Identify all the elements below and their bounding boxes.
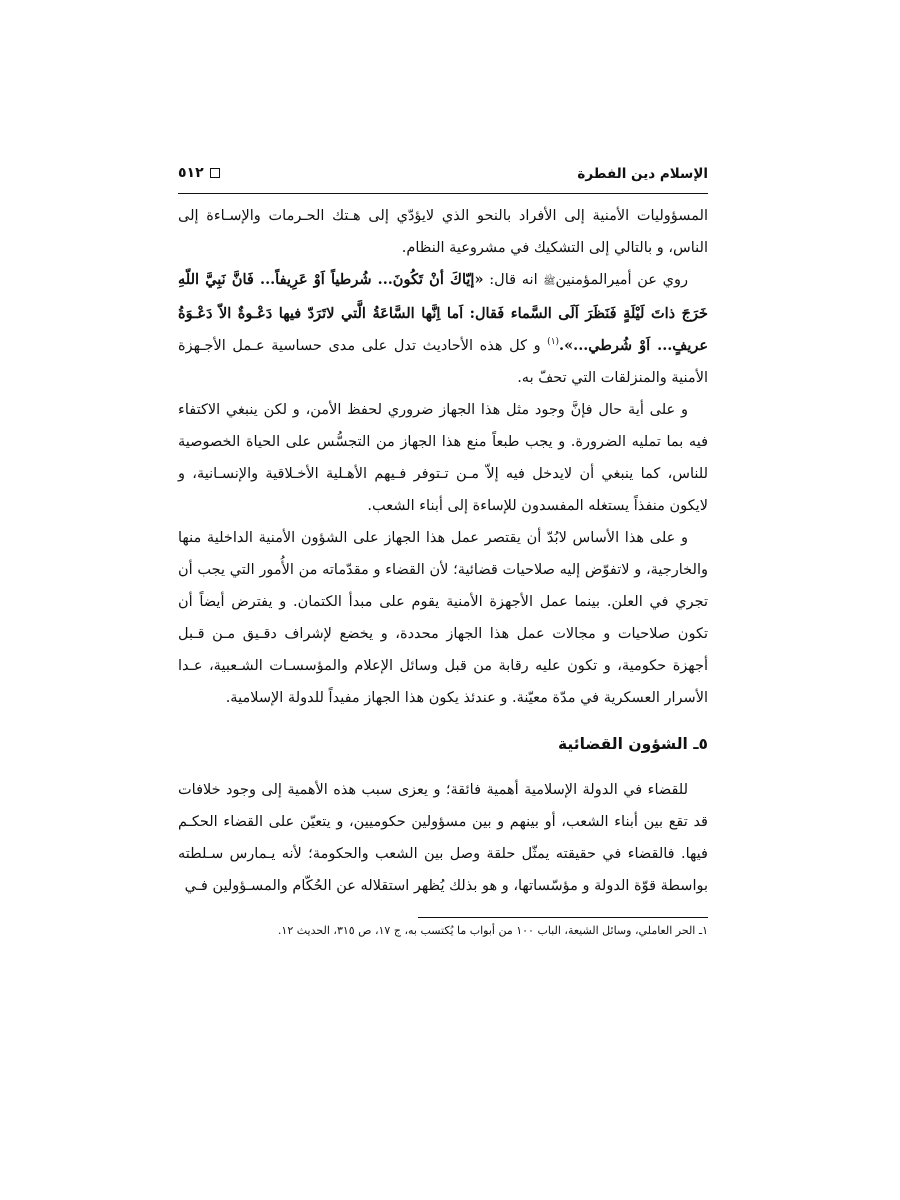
- running-title: الإسلام دين الفطرة: [577, 166, 708, 182]
- page-number: ٥١٢: [178, 165, 204, 181]
- honorific-glyph: ﷺ: [543, 276, 556, 287]
- section-text: [178, 774, 708, 902]
- paragraph-2: [178, 264, 708, 394]
- paragraph-4: و على هذا الأساس لابُدّ أن يقتصر عمل هذا الجهاز على الشؤون الأمنية الداخلية منها والخارجية، و لاتفوّض إليه صلاحيات قضائية؛ لأن القضاء و مقدّماته من الأُمور التي يجب أن تجري في العلن. بينما عمل الأجهزة الأمنية يقوم على مبدأ الكتمان. و يفترض أيضاً أن تكون صلاحيات و مجالات عمل هذا الجهاز محددة، و يخضع لإشراف دقـيق مـن قـبل أجهزة حكومية، و تكون عليه رقابة من قبل وسائل الإعلام والمؤسسـات الشـعبية، عـدا الأسرار العسكرية في مدّة معيّنة. و عندئذ يكون هذا الجهاز مفيداً للدولة الإسلامية.: [178, 530, 708, 706]
- paragraph-3: و على أية حال فإنَّ وجود مثل هذا الجهاز ضروري لحفظ الأمن، و لكن ينبغي الاكتفاء فيه بما تمليه الضرورة. و يجب طبعاً منع هذا الجهاز من التجسُّس على الحياة الخصوصية للناس، كما ينبغي أن لايدخل فيه إلاّ مـن تـتوفر فـيهم الأهـلية الأخـلاقية والإنسـانية، و لايكون منفذاً يستغله المفسدون للإساءة إلى أبناء الشعب.: [178, 402, 708, 514]
- paragraph-1: المسؤوليات الأمنية إلى الأفراد بالنحو الذي لايؤدّي إلى هـتك الحـرمات والإسـاءة إلى الناس، و بالتالي إلى التشكيك في مشروعية النظام.: [178, 208, 708, 256]
- footnote-ref[interactable]: (١): [547, 337, 560, 348]
- footnote: ١ـ الحر العاملي، وسائل الشيعة، الباب ١٠٠ من أبواب ما يُكتسب به، ج ١٧، ص ٣١٥، الحديث ١٢.: [277, 924, 708, 937]
- section-paragraph-1: للقضاء في الدولة الإسلامية أهمية فائقة؛ و يعزى سبب هذه الأهمية إلى وجود خلافات قد تقع بين أبناء الشعب، أو بينهم و بين مسؤولين حكوميين، و يتعيّن على القضاء الحكـم فيها. فالقضاء في حقيقته يمثّل حلقة وصل بين الشعب والحكومة؛ لأنه يـمارس سـلطته بواسطة قوّة الدولة و مؤسّساتها، و هو بذلك يُظهر استقلاله عن الحُكّام والمسـؤولين فـي: [178, 782, 708, 894]
- main-text: [178, 200, 708, 714]
- hadith-quote: «إيّاكَ أنْ تَكُونَ... شُرطياً اَوْ عَرِيفاً... فَانَّ نَبِيَّ اللّهِ خَرَجَ ذاتَ لَيْلَةٍ فَنَظَرَ اَلَى السَّماء فَقال: اَما اِنَّها السَّاعَةُ الَّتي لاتَرَدّ فيها دَعْـوةٌ الاّ دَعْـوَةُ عريفٍ... اَوْ شُرطي...».: [178, 271, 709, 354]
- page-number-group: [178, 165, 220, 181]
- page-header: [178, 160, 708, 190]
- footnote-rule: [418, 917, 708, 918]
- hadith-said: انه قال:: [483, 272, 544, 288]
- hadith-intro: روي عن أميرالمؤمنين: [555, 272, 689, 288]
- square-icon: [210, 168, 220, 178]
- paragraph-2-rest: و كل هذه الأحاديث تدل على مدى حساسية عـمل الأجـهزة الأمنية والمنزلقات التي تحفّ به.: [178, 338, 708, 386]
- section-heading: ٥ـ الشؤون القضائية: [558, 735, 708, 753]
- header-rule: [178, 193, 708, 194]
